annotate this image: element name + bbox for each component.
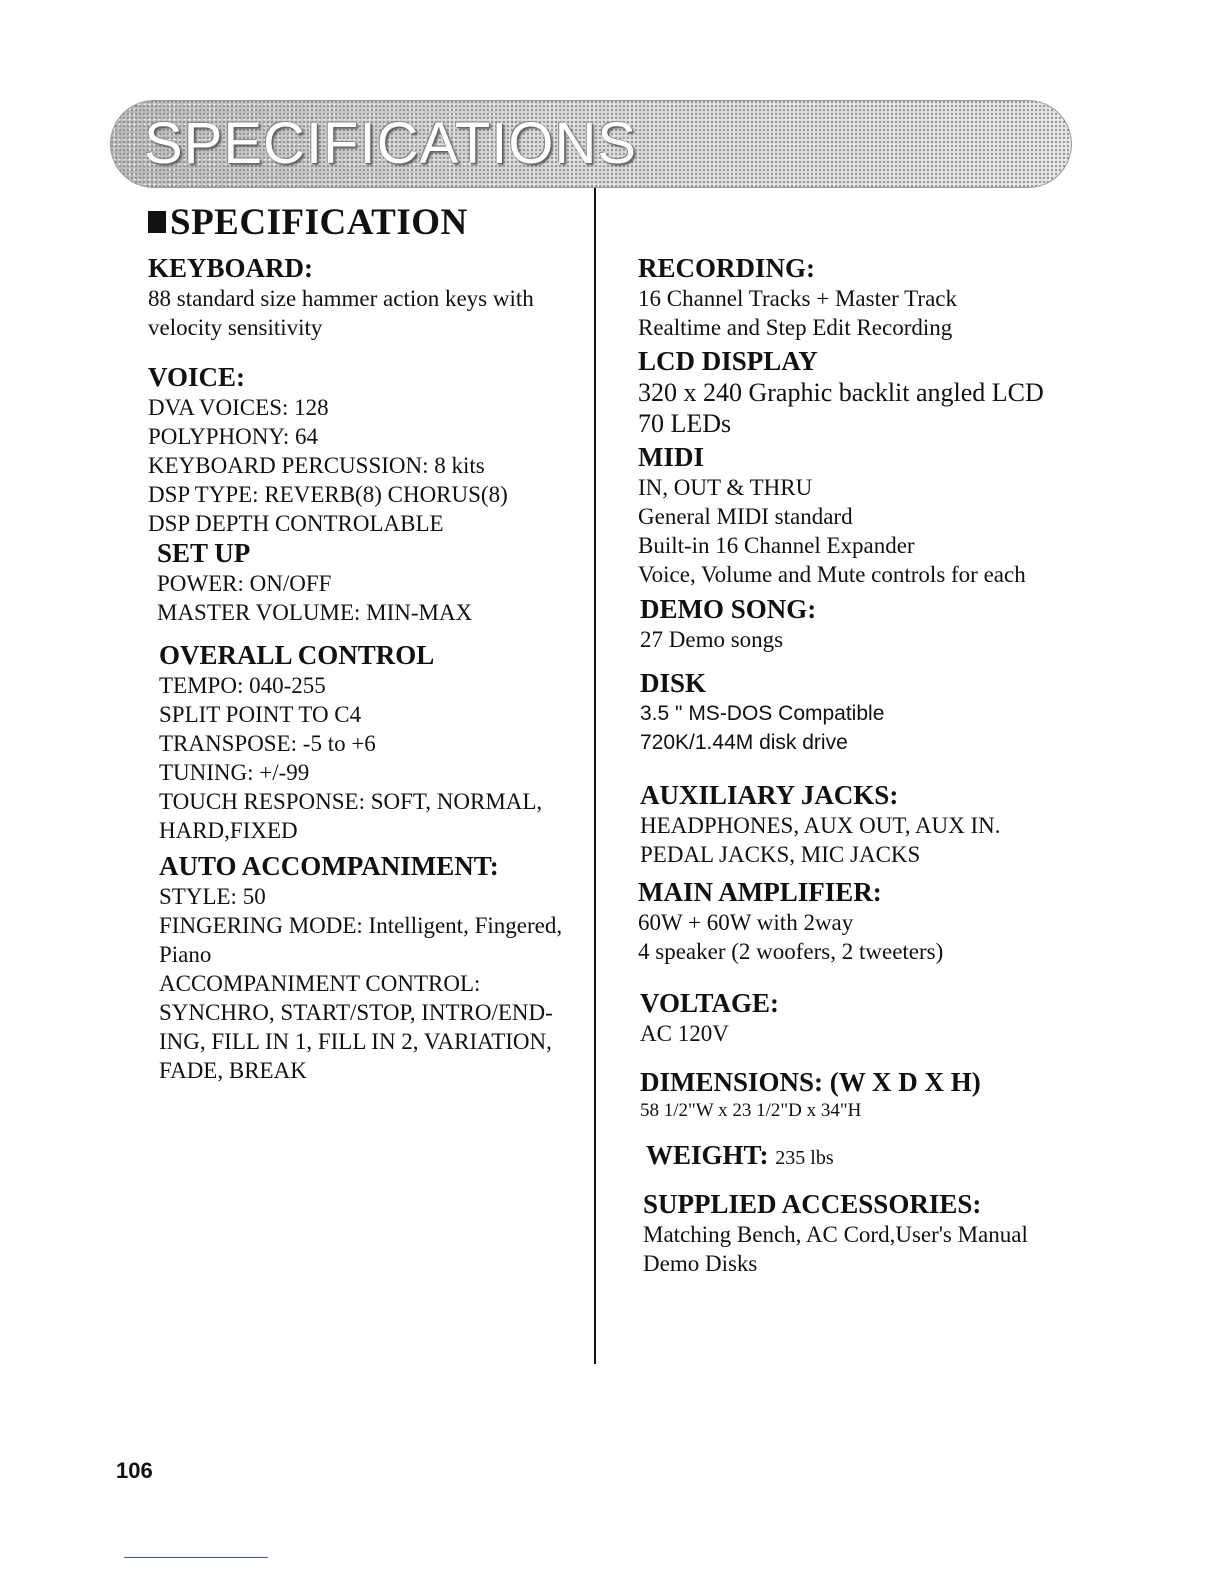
section-title: VOLTAGE: [640,988,779,1018]
section-title: OVERALL CONTROL [159,640,435,670]
section-recording [638,252,957,342]
spec-line: FINGERING MODE: Intelligent, Fingered, [159,913,563,938]
spec-line: POLYPHONY: 64 [148,424,319,449]
section-auxiliary-jacks [640,779,1001,869]
section-dimensions [640,1066,981,1123]
weight-value: 235 lbs [775,1147,834,1169]
spec-line: PEDAL JACKS, MIC JACKS [640,842,921,867]
spec-line: STYLE: 50 [159,884,266,909]
column-divider [594,188,596,1364]
spec-line: SYNCHRO, START/STOP, INTRO/END- [159,1000,553,1025]
spec-line: MASTER VOLUME: MIN-MAX [157,600,473,625]
section-title: MAIN AMPLIFIER: [638,877,882,907]
section-title: AUTO ACCOMPANIMENT: [159,851,499,881]
spec-line: 320 x 240 Graphic backlit angled LCD [638,378,1044,407]
section-title: DIMENSIONS: (W X D X H) [640,1067,981,1097]
spec-line: 16 Channel Tracks + Master Track [638,286,957,311]
section-title: LCD DISPLAY [638,346,818,376]
spec-line: velocity sensitivity [148,315,323,340]
section-weight [646,1139,834,1174]
section-main-amplifier [638,876,943,966]
spec-line: TRANSPOSE: -5 to +6 [159,731,376,756]
spec-line: 4 speaker (2 woofers, 2 tweeters) [638,939,944,964]
spec-line: TOUCH RESPONSE: SOFT, NORMAL, [159,789,543,814]
section-disk [640,667,884,757]
spec-line: Built-in 16 Channel Expander [638,533,915,558]
section-title [646,1139,834,1174]
spec-line: Piano [159,942,212,967]
section-lcd-display [638,345,1044,439]
spec-line: 60W + 60W with 2way [638,910,854,935]
spec-line: 70 LEDs [638,409,732,438]
section-supplied-accessories [643,1188,1028,1278]
spec-line: AC 120V [640,1021,729,1046]
spec-line: DSP TYPE: REVERB(8) CHORUS(8) [148,482,508,507]
section-title: SET UP [157,538,251,568]
spec-line: General MIDI standard [638,504,853,529]
spec-line: HARD,FIXED [159,818,298,843]
section-title: AUXILIARY JACKS: [640,780,899,810]
spec-line: KEYBOARD PERCUSSION: 8 kits [148,453,485,478]
spec-line: 3.5 " MS-DOS Compatible [640,702,885,725]
page-heading-text: SPECIFICATION [170,202,468,243]
spec-line: ING, FILL IN 1, FILL IN 2, VARIATION, [159,1029,552,1054]
spec-line: POWER: ON/OFF [157,571,332,596]
section-voice [148,361,508,538]
section-title: DISK [640,668,707,698]
page-number: 106 [116,1458,153,1483]
spec-line: 27 Demo songs [640,627,784,652]
spec-line: FADE, BREAK [159,1058,307,1083]
spec-line: 58 1/2"W x 23 1/2"D x 34"H [640,1100,862,1121]
square-bullet-icon [148,211,166,233]
spec-line: Matching Bench, AC Cord,User's Manual [643,1222,1028,1247]
spec-line: DVA VOICES: 128 [148,395,329,420]
section-keyboard [148,252,534,342]
spec-line: SPLIT POINT TO C4 [159,702,362,727]
page-heading [148,200,468,246]
section-midi [638,441,1026,589]
section-title: RECORDING: [638,253,816,283]
spec-line: TUNING: +/-99 [159,760,310,785]
spec-line: Voice, Volume and Mute controls for each [638,562,1026,587]
spec-line: HEADPHONES, AUX OUT, AUX IN. [640,813,1001,838]
spec-line: 88 standard size hammer action keys with [148,286,534,311]
section-title: KEYBOARD: [148,253,314,283]
spec-line: DSP DEPTH CONTROLABLE [148,511,444,536]
section-title: DEMO SONG: [640,594,817,624]
section-auto-accompaniment [159,850,562,1085]
section-setup [157,537,472,627]
section-voltage [640,987,779,1048]
section-overall-control [159,639,542,845]
spec-line: Demo Disks [643,1251,758,1276]
section-demo-song [640,593,816,654]
spec-line: ACCOMPANIMENT CONTROL: [159,971,481,996]
spec-line: Realtime and Step Edit Recording [638,315,953,340]
weight-label: WEIGHT: [646,1140,769,1170]
section-title: VOICE: [148,362,245,392]
footer-rule [124,1557,268,1558]
section-title: MIDI [638,442,704,472]
banner-title: SPECIFICATIONS [144,111,638,176]
section-title: SUPPLIED ACCESSORIES: [643,1189,982,1219]
spec-line: IN, OUT & THRU [638,475,813,500]
spec-line: 720K/1.44M disk drive [640,731,848,754]
spec-line: TEMPO: 040-255 [159,673,326,698]
